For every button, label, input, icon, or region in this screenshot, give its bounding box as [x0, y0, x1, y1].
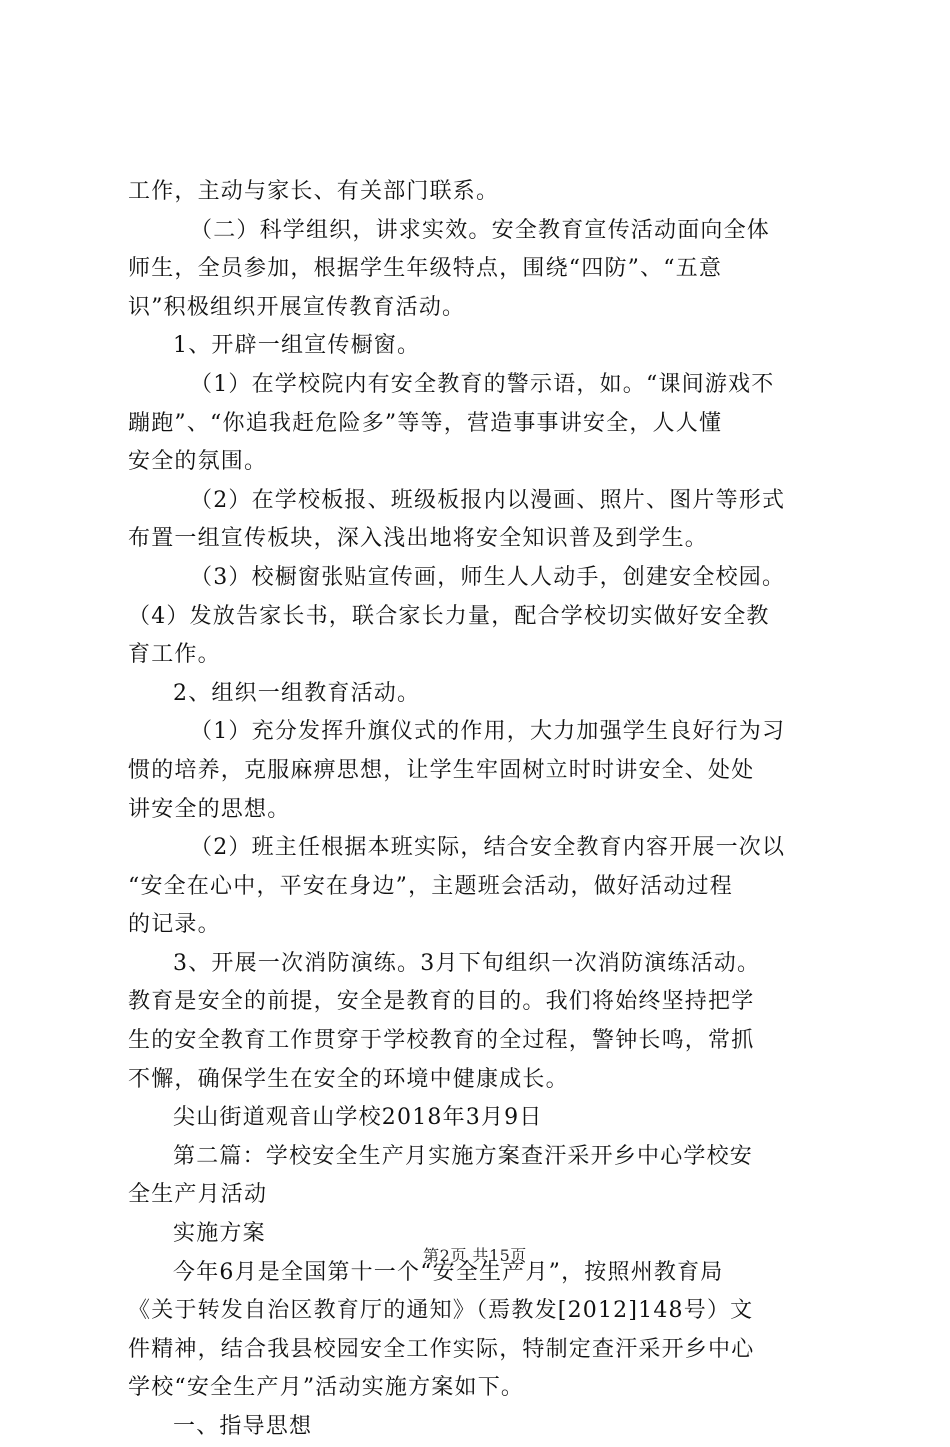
list-item: （1）充分发挥升旗仪式的作用，大力加强学生良好行为习 — [190, 719, 786, 745]
body-line: 师生，全员参加，根据学生年级特点，围绕“四防”、“五意 — [128, 256, 723, 282]
body-line: 的记录。 — [128, 912, 221, 938]
chapter-title: 第二篇：学校安全生产月实施方案查汗采开乡中心学校安 — [173, 1143, 754, 1169]
list-item: （4）发放告家长书，联合家长力量，配合学校切实做好安全教 — [128, 603, 770, 629]
page-number: 第2页 共15页 — [423, 1246, 527, 1265]
body-line: 教育是安全的前提，安全是教育的目的。我们将始终坚持把学 — [128, 989, 755, 1015]
list-heading: 2、组织一组教育活动。 — [173, 680, 421, 706]
body-line: 讲安全的思想。 — [128, 796, 291, 822]
body-line: 学校“安全生产月”活动实施方案如下。 — [128, 1375, 525, 1401]
list-heading: 1、开辟一组宣传橱窗。 — [173, 333, 421, 359]
body-line: 惯的培养，克服麻痹思想，让学生牢固树立时时讲安全、处处 — [128, 757, 755, 783]
list-heading: 3、开展一次消防演练。3月下旬组织一次消防演练活动。 — [173, 950, 761, 976]
body-line: 蹦跑”、“你追我赶危险多”等等，营造事事讲安全，人人懂 — [128, 410, 723, 436]
list-item: （2）在学校板报、班级板报内以漫画、照片、图片等形式 — [190, 487, 786, 513]
body-line: 件精神，结合我县校园安全工作实际，特制定查汗采开乡中心 — [128, 1336, 755, 1362]
body-line: “安全在心中，平安在身边”，主题班会活动，做好活动过程 — [128, 873, 733, 899]
body-line: 育工作。 — [128, 642, 221, 668]
body-line: 布置一组宣传板块，深入浅出地将安全知识普及到学生。 — [128, 526, 709, 552]
list-item: （2）班主任根据本班实际，结合安全教育内容开展一次以 — [190, 835, 786, 861]
section-heading: （二）科学组织，讲求实效。安全教育宣传活动面向全体 — [190, 217, 771, 243]
body-line: 识”积极组织开展宣传教育活动。 — [128, 294, 466, 320]
list-item: （3）校橱窗张贴宣传画，师生人人动手，创建安全校园。 — [190, 564, 786, 590]
subtitle: 实施方案 — [173, 1221, 266, 1247]
body-line: 《关于转发自治区教育厅的通知》（焉教发[2012]148号）文 — [128, 1298, 754, 1324]
body-line: 工作，主动与家长、有关部门联系。 — [128, 179, 500, 204]
section-heading: 一、指导思想 — [173, 1414, 313, 1439]
signature-line: 尖山街道观音山学校2018年3月9日 — [173, 1105, 543, 1131]
body-line: 不懈，确保学生在安全的环境中健康成长。 — [128, 1066, 569, 1092]
body-line: 全生产月活动 — [128, 1182, 268, 1208]
list-item: （1）在学校院内有安全教育的警示语，如。“课间游戏不 — [190, 371, 775, 397]
body-line: 今年6月是全国第十一个“安全生产月”，按照州教育局 — [173, 1259, 724, 1285]
body-line: 生的安全教育工作贯穿于学校教育的全过程，警钟长鸣，常抓 — [128, 1028, 755, 1054]
body-line: 安全的氛围。 — [128, 449, 268, 475]
